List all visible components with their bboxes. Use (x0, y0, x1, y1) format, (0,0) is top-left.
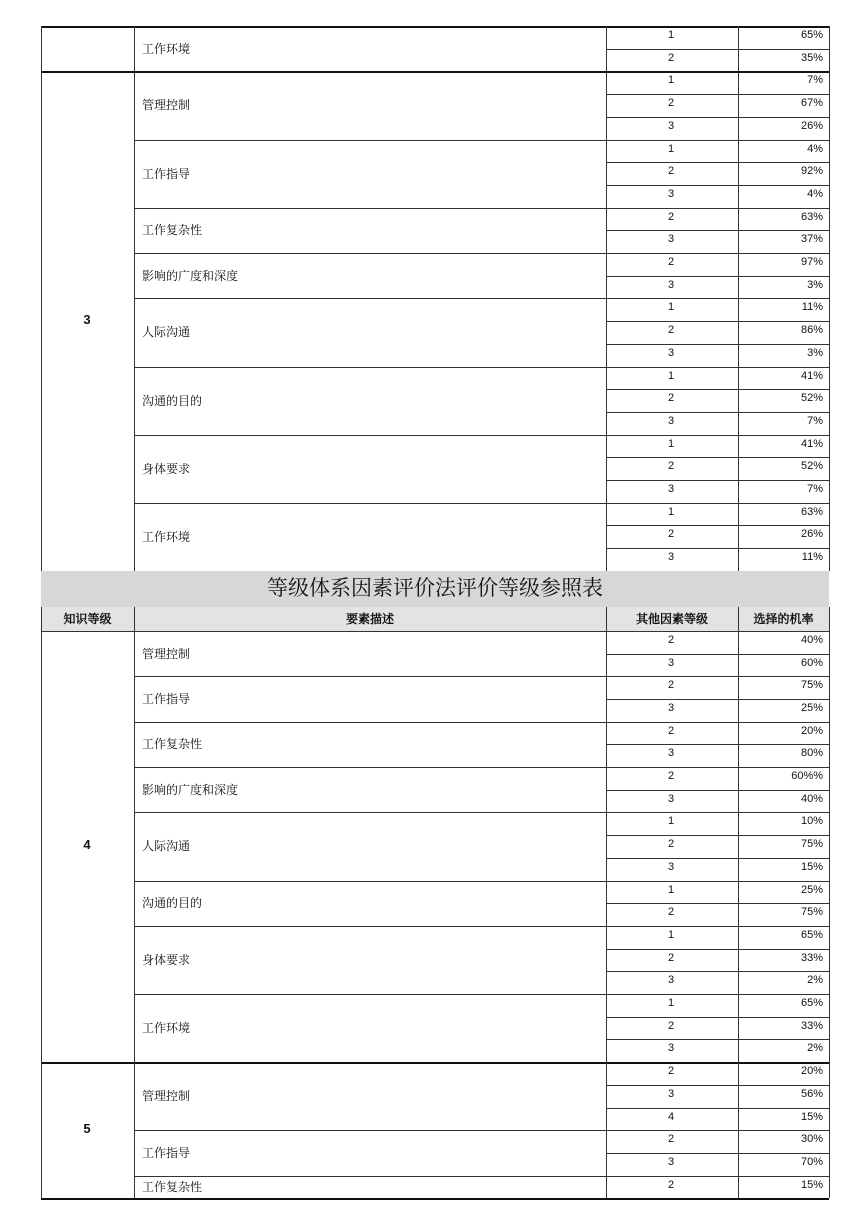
probability-value: 65% (800, 928, 823, 941)
probability-value: 40% (800, 792, 823, 805)
other-grade-value: 1 (667, 74, 675, 87)
column-rule (606, 631, 607, 1062)
probability-value: 25% (800, 883, 823, 896)
other-grade-value: 2 (667, 1019, 675, 1032)
other-grade-value: 2 (667, 724, 675, 737)
probability-value: 33% (800, 951, 823, 964)
other-grade-value: 3 (667, 551, 675, 564)
value-row-rule (606, 1039, 829, 1040)
other-grade-value: 2 (667, 1065, 675, 1078)
other-grade-value: 2 (667, 838, 675, 851)
element-name: 管理控制 (142, 646, 191, 661)
element-rule (134, 994, 829, 995)
other-grade-value: 3 (667, 1087, 675, 1100)
value-row-rule (606, 525, 829, 526)
value-row-rule (606, 949, 829, 950)
probability-value: 15% (800, 1178, 823, 1191)
other-grade-value: 1 (667, 437, 675, 450)
other-grade-value: 1 (667, 883, 675, 896)
element-rule (134, 812, 829, 813)
value-row-rule (606, 162, 829, 163)
other-grade-value: 2 (667, 1178, 675, 1191)
element-name: 工作复杂性 (142, 223, 203, 238)
value-row-rule (606, 412, 829, 413)
other-grade-value: 2 (667, 528, 675, 541)
knowledge-level: 4 (83, 837, 91, 853)
probability-value: 41% (800, 369, 823, 382)
value-row-rule (606, 230, 829, 231)
column-rule (606, 26, 607, 71)
value-row-rule (606, 858, 829, 859)
value-row-rule (606, 1153, 829, 1154)
header-element: 要素描述 (134, 607, 606, 631)
value-row-rule (606, 744, 829, 745)
column-rule (134, 607, 135, 631)
probability-value: 11% (801, 551, 823, 564)
value-row-rule (606, 480, 829, 481)
probability-value: 7% (807, 414, 823, 427)
probability-value: 75% (800, 838, 823, 851)
column-rule (41, 71, 42, 570)
element-rule (134, 767, 829, 768)
header-rule (41, 631, 829, 632)
element-name: 人际沟通 (142, 325, 191, 340)
other-grade-value: 1 (667, 301, 675, 314)
probability-value: 3% (807, 346, 823, 359)
probability-value: 65% (800, 29, 823, 41)
probability-value: 15% (800, 860, 823, 873)
other-grade-value: 3 (667, 346, 675, 359)
element-rule (134, 722, 829, 723)
value-row-rule (606, 117, 829, 118)
probability-value: 75% (800, 679, 823, 692)
probability-value: 60%% (791, 770, 823, 782)
element-name: 沟通的目的 (142, 896, 203, 911)
other-grade-value: 2 (667, 633, 675, 646)
table-title: 等级体系因素评价法评价等级参照表 (267, 576, 603, 600)
other-grade-value: 2 (667, 460, 675, 473)
value-row-rule (606, 971, 829, 972)
other-grade-value: 3 (667, 701, 675, 714)
other-grade-value: 3 (667, 414, 675, 427)
other-grade-value: 2 (667, 906, 675, 919)
probability-value: 60% (800, 656, 823, 669)
probability-value: 15% (800, 1110, 823, 1123)
probability-value: 11% (801, 301, 823, 314)
value-row-rule (606, 94, 829, 95)
header-level: 知识等级 (41, 607, 134, 631)
column-rule (738, 26, 739, 71)
probability-value: 30% (800, 1133, 823, 1146)
probability-value: 20% (800, 1065, 823, 1078)
value-row-rule (606, 185, 829, 186)
column-rule (134, 1062, 135, 1198)
element-rule (134, 1176, 829, 1177)
value-row-rule (606, 903, 829, 904)
other-grade-value: 2 (667, 210, 675, 223)
column-rule (829, 26, 830, 71)
value-row-rule (606, 835, 829, 836)
element-rule (134, 253, 829, 254)
probability-value: 37% (800, 233, 823, 246)
element-name: 工作指导 (142, 1145, 191, 1160)
element-name: 沟通的目的 (142, 393, 203, 408)
other-grade-value: 3 (667, 860, 675, 873)
other-grade-value: 2 (667, 392, 675, 405)
probability-value: 3% (807, 278, 823, 291)
knowledge-level: 5 (83, 1121, 91, 1137)
element-rule (134, 503, 829, 504)
other-grade-value: 4 (667, 1110, 675, 1123)
column-rule (134, 631, 135, 1062)
probability-value: 92% (800, 165, 823, 178)
column-rule (606, 607, 607, 631)
other-grade-value: 2 (667, 770, 675, 782)
other-grade-value: 1 (667, 369, 675, 382)
other-grade-value: 3 (667, 187, 675, 200)
probability-value: 40% (800, 633, 823, 646)
other-grade-value: 3 (667, 1042, 675, 1055)
other-grade-value: 2 (667, 165, 675, 178)
element-name: 工作环境 (142, 1021, 191, 1036)
other-grade-value: 1 (667, 29, 675, 41)
value-row-rule (606, 344, 829, 345)
probability-value: 2% (807, 1042, 823, 1055)
column-rule (738, 1062, 739, 1198)
element-rule (134, 140, 829, 141)
other-grade-value: 2 (667, 324, 675, 337)
value-row-rule (606, 1108, 829, 1109)
value-row-rule (606, 548, 829, 549)
header-other-grade: 其他因素等级 (606, 607, 738, 631)
column-rule (738, 631, 739, 1062)
element-name: 管理控制 (142, 1089, 191, 1104)
column-rule (41, 1062, 42, 1198)
other-grade-value: 2 (667, 951, 675, 964)
element-name: 人际沟通 (142, 839, 191, 854)
probability-value: 52% (800, 460, 823, 473)
other-grade-value: 2 (667, 256, 675, 268)
value-row-rule (606, 1017, 829, 1018)
other-grade-value: 3 (667, 1155, 675, 1168)
element-name: 身体要求 (142, 952, 191, 967)
probability-value: 80% (800, 747, 823, 760)
column-rule (41, 607, 42, 631)
element-rule (134, 881, 829, 882)
value-row-rule (606, 49, 829, 50)
probability-value: 26% (800, 528, 823, 541)
probability-value: 67% (800, 97, 823, 110)
probability-value: 4% (807, 142, 823, 155)
value-row-rule (606, 654, 829, 655)
value-row-rule (606, 790, 829, 791)
other-grade-value: 3 (667, 233, 675, 246)
probability-value: 52% (800, 392, 823, 405)
probability-value: 35% (800, 51, 823, 64)
probability-value: 75% (800, 906, 823, 919)
column-rule (134, 26, 135, 71)
element-rule (134, 926, 829, 927)
column-rule (829, 71, 830, 570)
probability-value: 63% (800, 210, 823, 223)
probability-value: 2% (807, 974, 823, 987)
element-rule (134, 1130, 829, 1131)
element-name: 工作复杂性 (142, 737, 203, 752)
probability-value: 7% (807, 74, 823, 87)
probability-value: 7% (807, 483, 823, 495)
other-grade-value: 3 (667, 656, 675, 669)
probability-value: 33% (800, 1019, 823, 1032)
other-grade-value: 3 (667, 792, 675, 805)
column-rule (829, 607, 830, 631)
column-rule (829, 631, 830, 1062)
element-name: 工作环境 (142, 41, 191, 56)
probability-value: 10% (800, 815, 823, 828)
value-row-rule (606, 1085, 829, 1086)
column-rule (738, 607, 739, 631)
other-grade-value: 2 (667, 679, 675, 692)
value-row-rule (606, 321, 829, 322)
probability-value: 26% (800, 119, 823, 132)
other-grade-value: 3 (667, 483, 675, 495)
probability-value: 25% (800, 701, 823, 714)
element-name: 影响的广度和深度 (142, 782, 239, 797)
other-grade-value: 2 (667, 1133, 675, 1146)
element-name: 身体要求 (142, 461, 191, 476)
element-rule (134, 208, 829, 209)
header-probability: 选择的机率 (738, 607, 829, 631)
group-rule (41, 1198, 829, 1200)
probability-value: 86% (800, 324, 823, 337)
other-grade-value: 3 (667, 278, 675, 291)
element-name: 工作复杂性 (142, 1179, 203, 1194)
probability-value: 65% (800, 997, 823, 1009)
probability-value: 4% (807, 187, 823, 200)
value-row-rule (606, 276, 829, 277)
other-grade-value: 2 (667, 97, 675, 110)
other-grade-value: 1 (667, 142, 675, 155)
value-row-rule (606, 457, 829, 458)
column-rule (41, 26, 42, 71)
column-rule (41, 631, 42, 1062)
probability-value: 56% (800, 1087, 823, 1100)
column-rule (606, 71, 607, 570)
element-name: 影响的广度和深度 (142, 268, 239, 283)
column-rule (606, 1062, 607, 1198)
probability-value: 97% (800, 256, 823, 268)
other-grade-value: 3 (667, 974, 675, 987)
element-rule (134, 298, 829, 299)
element-name: 工作环境 (142, 529, 191, 544)
other-grade-value: 3 (667, 747, 675, 760)
other-grade-value: 1 (667, 505, 675, 518)
element-rule (134, 435, 829, 436)
other-grade-value: 2 (667, 51, 675, 64)
value-row-rule (606, 699, 829, 700)
other-grade-value: 1 (667, 815, 675, 828)
element-name: 工作指导 (142, 166, 191, 181)
column-rule (738, 71, 739, 570)
element-name: 管理控制 (142, 98, 191, 113)
value-row-rule (606, 389, 829, 390)
element-name: 工作指导 (142, 691, 191, 706)
knowledge-level: 3 (83, 312, 91, 328)
column-rule (829, 1062, 830, 1198)
probability-value: 70% (800, 1155, 823, 1168)
other-grade-value: 3 (667, 119, 675, 132)
other-grade-value: 1 (667, 928, 675, 941)
probability-value: 63% (800, 505, 823, 518)
probability-value: 20% (800, 724, 823, 737)
probability-value: 41% (800, 437, 823, 450)
other-grade-value: 1 (667, 997, 675, 1009)
element-rule (134, 367, 829, 368)
column-rule (134, 71, 135, 570)
element-rule (134, 676, 829, 677)
